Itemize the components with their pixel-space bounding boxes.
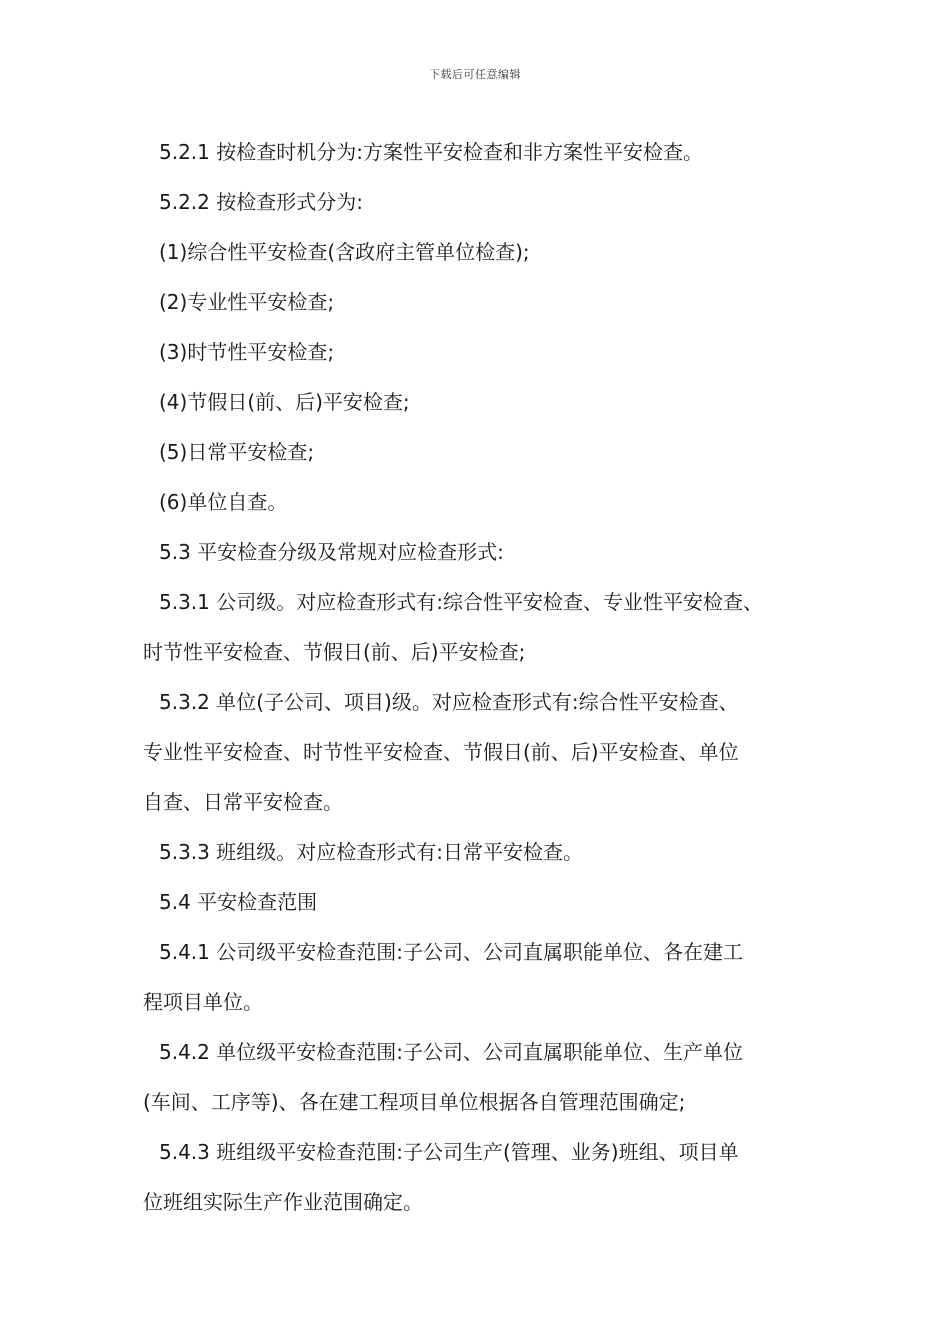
paragraph-5-4-1-line-2: 程项目单位。 (143, 990, 263, 1014)
paragraph-5-2-2: 5.2.2 按检查形式分为: (159, 190, 363, 214)
paragraph-5-4-2-line-2: (车间、工序等)、各在建工程项目单位根据各自管理范围确定; (143, 1090, 686, 1114)
list-item-2: (2)专业性平安检查; (159, 290, 335, 314)
page-header: 下载后可任意编辑 (429, 68, 521, 81)
paragraph-5-4-3-line-2: 位班组实际生产作业范围确定。 (143, 1190, 423, 1214)
paragraph-5-3-1-line-1: 5.3.1 公司级。对应检查形式有:综合性平安检查、专业性平安检查、 (159, 590, 763, 614)
section-heading-5-4: 5.4 平安检查范围 (159, 890, 318, 914)
document-body (143, 127, 833, 1227)
list-item-4: (4)节假日(前、后)平安检查; (159, 390, 410, 414)
paragraph-5-3-2-line-1: 5.3.2 单位(子公司、项目)级。对应检查形式有:综合性平安检查、 (159, 690, 739, 714)
list-item-3: (3)时节性平安检查; (159, 340, 335, 364)
paragraph-5-3-3: 5.3.3 班组级。对应检查形式有:日常平安检查。 (159, 840, 583, 864)
list-item-6: (6)单位自查。 (159, 490, 288, 514)
paragraph-5-3-2-line-3: 自查、日常平安检查。 (143, 790, 343, 814)
list-item-5: (5)日常平安检查; (159, 440, 315, 464)
paragraph-5-4-2-line-1: 5.4.2 单位级平安检查范围:子公司、公司直属职能单位、生产单位 (159, 1040, 743, 1064)
paragraph-5-3-1-line-2: 时节性平安检查、节假日(前、后)平安检查; (143, 640, 526, 664)
list-item-1: (1)综合性平安检查(含政府主管单位检查); (159, 240, 530, 264)
paragraph-5-3-2-line-2: 专业性平安检查、时节性平安检查、节假日(前、后)平安检查、单位 (143, 740, 739, 764)
section-heading-5-3: 5.3 平安检查分级及常规对应检查形式: (159, 540, 504, 564)
paragraph-5-4-3-line-1: 5.4.3 班组级平安检查范围:子公司生产(管理、业务)班组、项目单 (159, 1140, 739, 1164)
paragraph-5-4-1-line-1: 5.4.1 公司级平安检查范围:子公司、公司直属职能单位、各在建工 (159, 940, 743, 964)
paragraph-5-2-1: 5.2.1 按检查时机分为:方案性平安检查和非方案性平安检查。 (159, 140, 703, 164)
